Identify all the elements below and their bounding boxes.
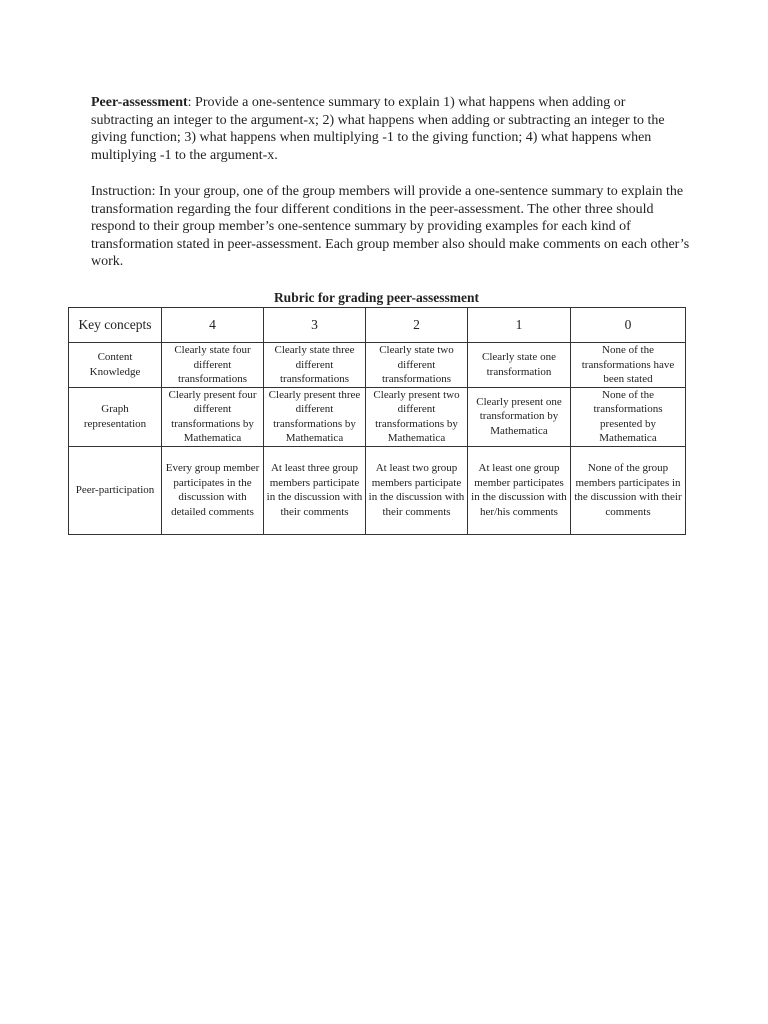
criteria-cell: At least one group member participates in the discussion with her/his comments bbox=[468, 446, 571, 534]
criteria-cell: Clearly present three different transformations by Mathematica bbox=[264, 387, 366, 446]
peer-assessment-text: : Provide a one-sentence summary to explain 1) what happens when adding or subtracting an integer to the argument-x; 2) what happens when adding or subtracting an integer to the giving function; 3) what happens when multiplying -1 to the giving function; 4) what happens when multiplying -1 to the argument-x. bbox=[91, 95, 665, 163]
concept-cell: Peer-participation bbox=[69, 446, 162, 534]
header-key-concepts: Key concepts bbox=[69, 308, 162, 343]
criteria-cell: Every group member participates in the discussion with detailed comments bbox=[162, 446, 264, 534]
criteria-cell: None of the group members participates in the discussion with their comments bbox=[571, 446, 686, 534]
header-score-0: 0 bbox=[571, 308, 686, 343]
rubric-table bbox=[68, 307, 686, 535]
rubric-title: Rubric for grading peer-assessment bbox=[273, 290, 480, 305]
criteria-cell: Clearly state four different transformations bbox=[162, 343, 264, 388]
concept-cell: Content Knowledge bbox=[69, 343, 162, 388]
criteria-cell: Clearly state three different transformations bbox=[264, 343, 366, 388]
header-score-2: 2 bbox=[366, 308, 468, 343]
criteria-cell: Clearly present one transformation by Mathematica bbox=[468, 387, 571, 446]
rubric-row-graph-representation bbox=[69, 387, 686, 446]
criteria-cell: Clearly present four different transformations by Mathematica bbox=[162, 387, 264, 446]
header-score-4: 4 bbox=[162, 308, 264, 343]
peer-assessment-paragraph bbox=[91, 94, 691, 164]
criteria-cell: None of the transformations presented by Mathematica bbox=[571, 387, 686, 446]
concept-cell: Graph representation bbox=[69, 387, 162, 446]
rubric-row-content-knowledge bbox=[69, 343, 686, 388]
rubric-header-row bbox=[69, 308, 686, 343]
criteria-cell: At least three group members participate in the discussion with their comments bbox=[264, 446, 366, 534]
rubric-row-peer-participation bbox=[69, 446, 686, 534]
criteria-cell: At least two group members participate in the discussion with their comments bbox=[366, 446, 468, 534]
peer-assessment-term: Peer-assessment bbox=[91, 95, 188, 110]
criteria-cell: Clearly present two different transformations by Mathematica bbox=[366, 387, 468, 446]
criteria-cell: None of the transformations have been stated bbox=[571, 343, 686, 388]
criteria-cell: Clearly state one transformation bbox=[468, 343, 571, 388]
header-score-3: 3 bbox=[264, 308, 366, 343]
criteria-cell: Clearly state two different transformations bbox=[366, 343, 468, 388]
instruction-paragraph: Instruction: In your group, one of the group members will provide a one-sentence summary to explain the transformation regarding the four different conditions in the peer-assessment. The other three should respond to their group member’s one-sentence summary by providing examples for each kind of transformation stated in peer-assessment. Each group member also should make comments on each other’s work. bbox=[91, 184, 690, 269]
header-score-1: 1 bbox=[468, 308, 571, 343]
